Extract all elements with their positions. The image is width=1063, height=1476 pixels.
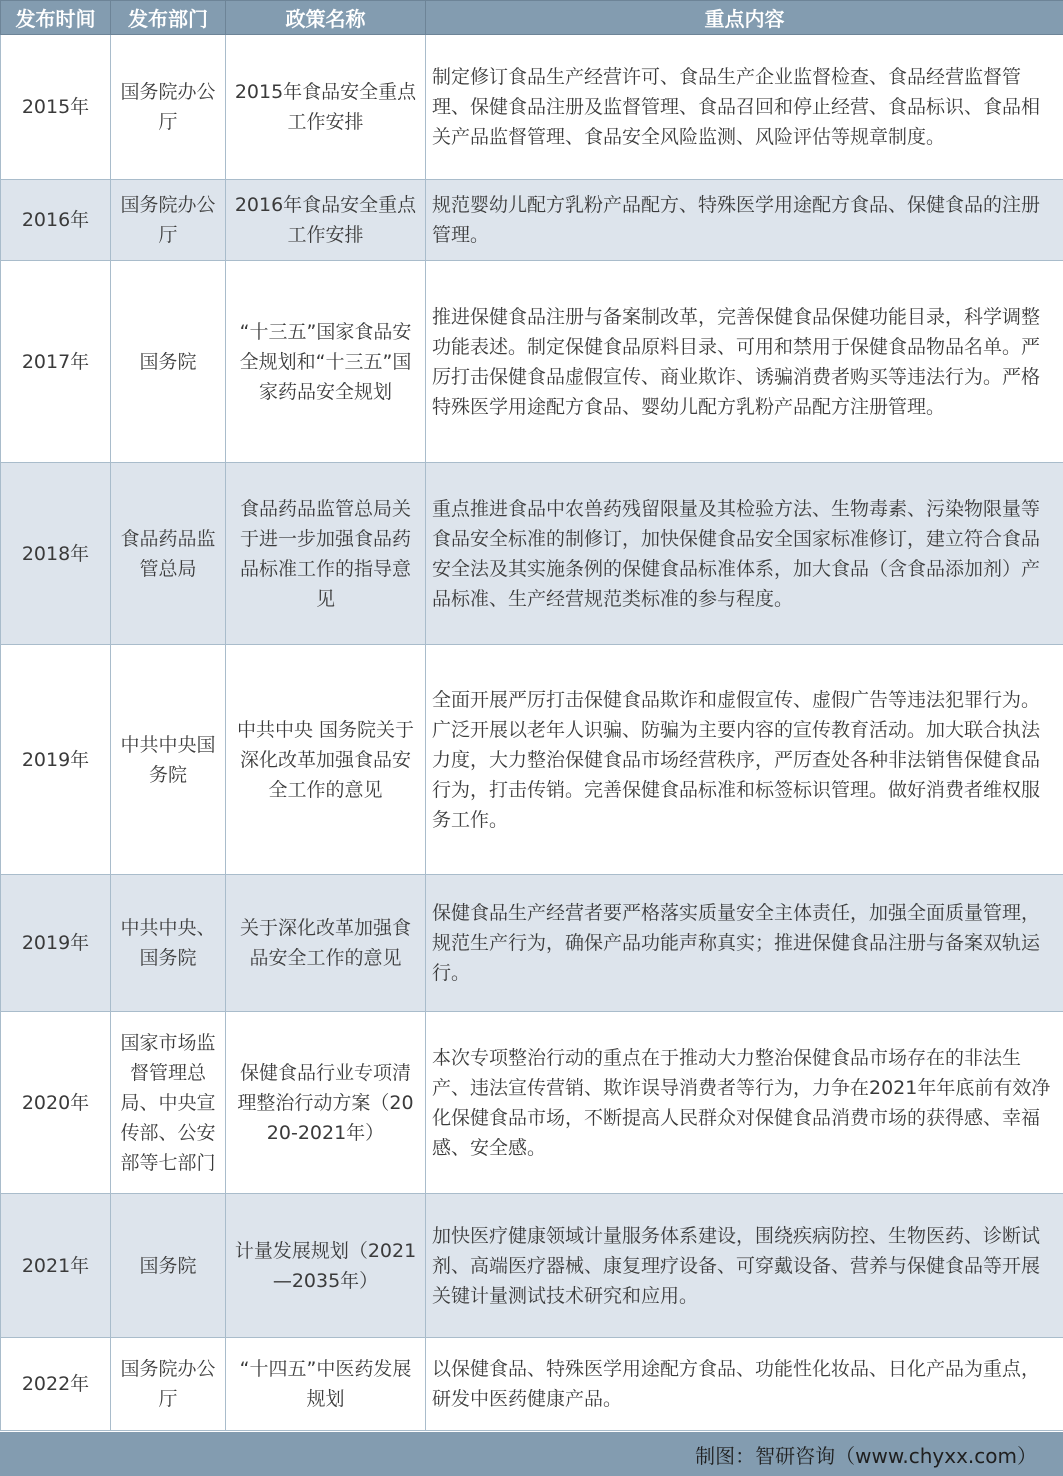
header-publish-time: 发布时间 bbox=[1, 1, 111, 35]
cell-year: 2020年 bbox=[1, 1012, 111, 1194]
cell-department: 国务院 bbox=[111, 1194, 226, 1338]
cell-department: 中共中央国务院 bbox=[111, 645, 226, 875]
cell-year: 2017年 bbox=[1, 261, 111, 463]
cell-department: 国务院 bbox=[111, 261, 226, 463]
table-row bbox=[1, 180, 1063, 261]
cell-department: 国家市场监督管理总局、中央宣传部、公安部等七部门 bbox=[111, 1012, 226, 1194]
cell-policy-name: 中共中央 国务院关于深化改革加强食品安全工作的意见 bbox=[226, 645, 426, 875]
table-row bbox=[1, 1012, 1063, 1194]
cell-policy-name: 计量发展规划（2021—2035年） bbox=[226, 1194, 426, 1338]
cell-content: 保健食品生产经营者要严格落实质量安全主体责任，加强全面质量管理，规范生产行为，确保产品功能声称真实；推进保健食品注册与备案双轨运行。 bbox=[426, 875, 1063, 1012]
cell-department: 中共中央、国务院 bbox=[111, 875, 226, 1012]
table-row bbox=[1, 463, 1063, 645]
table-row bbox=[1, 261, 1063, 463]
cell-content: 加快医疗健康领域计量服务体系建设，围绕疾病防控、生物医药、诊断试剂、高端医疗器械、康复理疗设备、可穿戴设备、营养与保健食品等开展关键计量测试技术研究和应用。 bbox=[426, 1194, 1063, 1338]
footer-bar bbox=[0, 1432, 1063, 1476]
table-row bbox=[1, 1194, 1063, 1338]
cell-content: 制定修订食品生产经营许可、食品生产企业监督检查、食品经营监督管理、保健食品注册及监督管理、食品召回和停止经营、食品标识、食品相关产品监督管理、食品安全风险监测、风险评估等规章制度。 bbox=[426, 35, 1063, 180]
table-row bbox=[1, 1338, 1063, 1431]
cell-year: 2019年 bbox=[1, 645, 111, 875]
cell-content: 以保健食品、特殊医学用途配方食品、功能性化妆品、日化产品为重点，研发中医药健康产品。 bbox=[426, 1338, 1063, 1431]
cell-year: 2016年 bbox=[1, 180, 111, 261]
cell-content: 推进保健食品注册与备案制改革，完善保健食品保健功能目录，科学调整功能表述。制定保健食品原料目录、可用和禁用于保健食品物品名单。严厉打击保健食品虚假宣传、商业欺诈、诱骗消费者购买等违法行为。严格特殊医学用途配方食品、婴幼儿配方乳粉产品配方注册管理。 bbox=[426, 261, 1063, 463]
cell-department: 食品药品监管总局 bbox=[111, 463, 226, 645]
cell-policy-name: 2016年食品安全重点工作安排 bbox=[226, 180, 426, 261]
table-header-row bbox=[1, 1, 1063, 35]
cell-policy-name: 2015年食品安全重点工作安排 bbox=[226, 35, 426, 180]
cell-policy-name: 保健食品行业专项清理整治行动方案（2020-2021年） bbox=[226, 1012, 426, 1194]
cell-department: 国务院办公厅 bbox=[111, 35, 226, 180]
cell-policy-name: 关于深化改革加强食品安全工作的意见 bbox=[226, 875, 426, 1012]
header-key-content: 重点内容 bbox=[426, 1, 1063, 35]
cell-year: 2022年 bbox=[1, 1338, 111, 1431]
cell-year: 2015年 bbox=[1, 35, 111, 180]
cell-content: 重点推进食品中农兽药残留限量及其检验方法、生物毒素、污染物限量等食品安全标准的制修订，加快保健食品安全国家标准修订，建立符合食品安全法及其实施条例的保健食品标准体系，加大食品（含食品添加剂）产品标准、生产经营规范类标准的参与程度。 bbox=[426, 463, 1063, 645]
source-credit: 制图：智研咨询（www.chyxx.com） bbox=[695, 1444, 1037, 1468]
cell-year: 2019年 bbox=[1, 875, 111, 1012]
cell-content: 规范婴幼儿配方乳粉产品配方、特殊医学用途配方食品、保健食品的注册管理。 bbox=[426, 180, 1063, 261]
cell-department: 国务院办公厅 bbox=[111, 1338, 226, 1431]
table-row bbox=[1, 645, 1063, 875]
header-publish-department: 发布部门 bbox=[111, 1, 226, 35]
table-row bbox=[1, 875, 1063, 1012]
cell-content: 本次专项整治行动的重点在于推动大力整治保健食品市场存在的非法生产、违法宣传营销、欺诈误导消费者等行为，力争在2021年年底前有效净化保健食品市场，不断提高人民群众对保健食品消费市场的获得感、幸福感、安全感。 bbox=[426, 1012, 1063, 1194]
cell-policy-name: “十四五”中医药发展规划 bbox=[226, 1338, 426, 1431]
cell-policy-name: 食品药品监管总局关于进一步加强食品药品标准工作的指导意见 bbox=[226, 463, 426, 645]
cell-content: 全面开展严厉打击保健食品欺诈和虚假宣传、虚假广告等违法犯罪行为。广泛开展以老年人识骗、防骗为主要内容的宣传教育活动。加大联合执法力度，大力整治保健食品市场经营秩序，严厉查处各种非法销售保健食品行为，打击传销。完善保健食品标准和标签标识管理。做好消费者维权服务工作。 bbox=[426, 645, 1063, 875]
header-policy-name: 政策名称 bbox=[226, 1, 426, 35]
cell-department: 国务院办公厅 bbox=[111, 180, 226, 261]
cell-year: 2018年 bbox=[1, 463, 111, 645]
cell-policy-name: “十三五”国家食品安全规划和“十三五”国家药品安全规划 bbox=[226, 261, 426, 463]
cell-year: 2021年 bbox=[1, 1194, 111, 1338]
table-row bbox=[1, 35, 1063, 180]
